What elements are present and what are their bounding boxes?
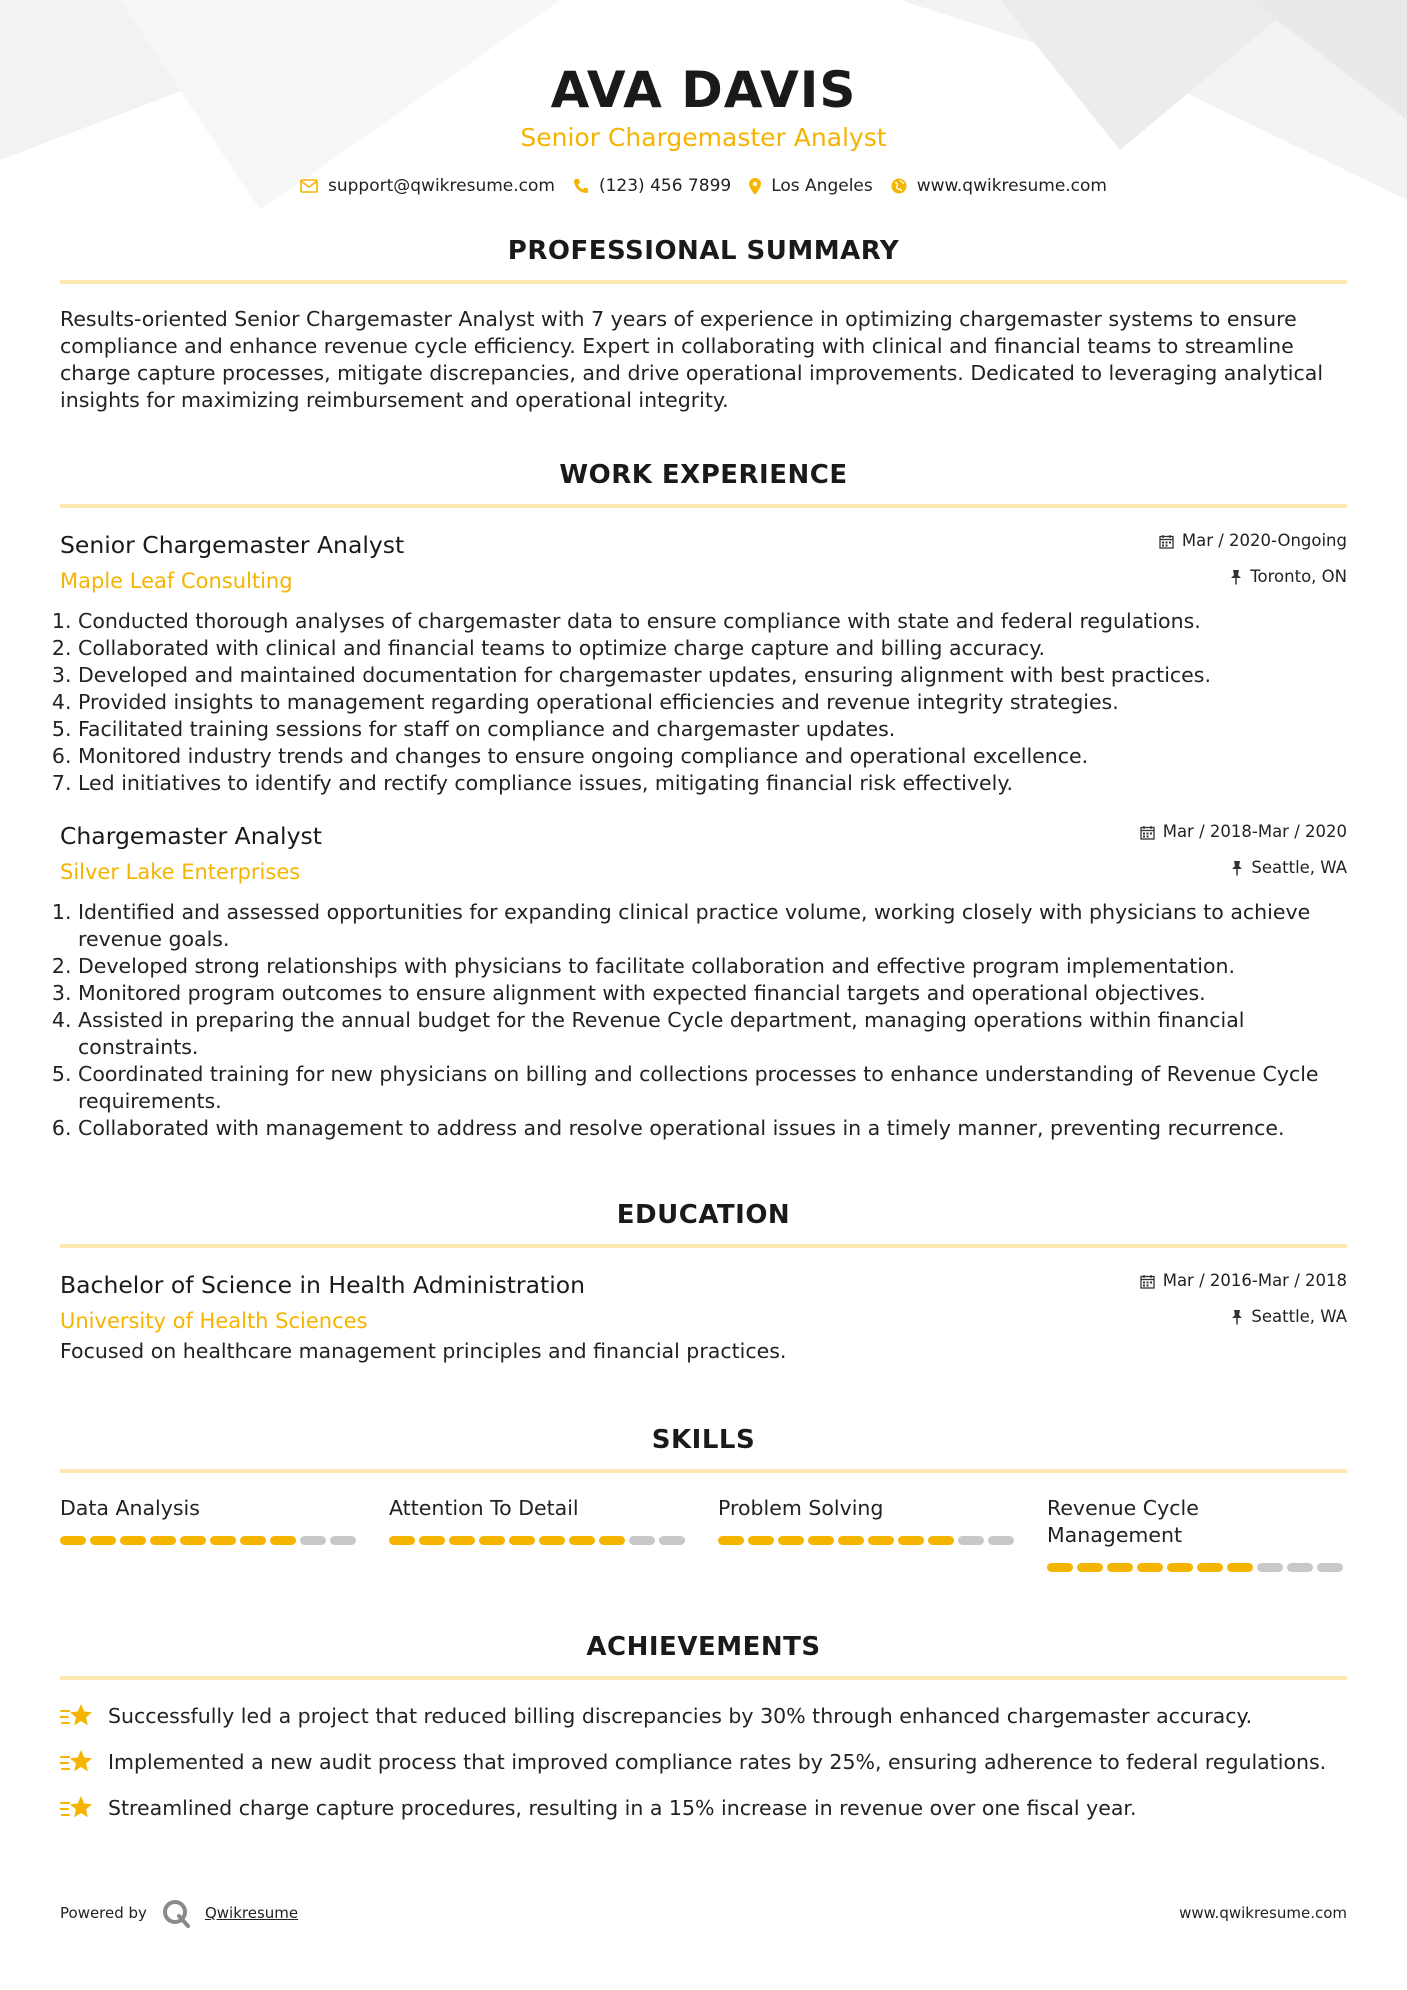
experience-section [60, 458, 1347, 1142]
education-dates-line [1140, 1270, 1347, 1292]
page-footer [60, 1898, 1347, 1928]
candidate-name: AVA DAVIS [550, 61, 857, 119]
list-item: 2. Developed strong relationships with physicians to facilitate collaboration and effective program implementation. [78, 953, 1347, 980]
achievements-heading: ACHIEVEMENTS [586, 1632, 821, 1662]
skill-level-bar [60, 1536, 360, 1545]
globe-icon [891, 178, 907, 194]
job-dates: Mar / 2020-Ongoing [1181, 531, 1347, 550]
skill-segment-empty [659, 1536, 685, 1545]
job-dates: Mar / 2018-Mar / 2020 [1162, 822, 1347, 841]
job-location: Seattle, WA [1251, 858, 1347, 877]
resume-header [60, 0, 1347, 196]
list-item: 3. Monitored program outcomes to ensure alignment with expected financial targets and operational objectives. [78, 980, 1347, 1007]
education-description: Focused on healthcare management principles and financial practices. [60, 1339, 787, 1363]
achievement-text: Successfully led a project that reduced billing discrepancies by 30% through enhanced chargemaster accuracy. [108, 1703, 1253, 1728]
skill-segment-filled [1077, 1563, 1103, 1572]
pushpin-icon [1231, 1309, 1243, 1325]
skill-segment-filled [1107, 1563, 1133, 1572]
skill-segment-filled [838, 1536, 864, 1545]
job-location-line [1140, 857, 1347, 879]
contact-email[interactable] [300, 176, 555, 196]
powered-by-label: Powered by [60, 1904, 147, 1922]
experience-heading: WORK EXPERIENCE [559, 460, 848, 490]
list-item: 5. Coordinated training for new physicians on billing and collections processes to enhance understanding of Revenue Cycle requirements. [78, 1061, 1347, 1115]
skill-segment-empty [330, 1536, 356, 1545]
skill-name: Data Analysis [60, 1496, 200, 1520]
achievements-section [60, 1630, 1347, 1822]
skill-item [1047, 1495, 1347, 1572]
skill-segment-filled [389, 1536, 415, 1545]
list-item: 5. Facilitated training sessions for staff on compliance and chargemaster updates. [78, 716, 1347, 743]
qwikresume-link[interactable]: Qwikresume [204, 1904, 299, 1922]
skill-level-bar [718, 1536, 1018, 1545]
section-divider [60, 504, 1347, 508]
list-item: 1. Identified and assessed opportunities for expanding clinical practice volume, working closely with physicians to achieve revenue goals. [78, 899, 1347, 953]
list-item: 3. Developed and maintained documentation for chargemaster updates, ensuring alignment with best practices. [78, 662, 1347, 689]
job-entry [60, 821, 1347, 1142]
skill-segment-filled [90, 1536, 116, 1545]
education-location-line [1140, 1306, 1347, 1328]
skill-name: Attention To Detail [389, 1496, 579, 1520]
skill-segment-filled [539, 1536, 565, 1545]
pushpin-icon [1231, 860, 1243, 876]
skill-segment-empty [988, 1536, 1014, 1545]
skill-segment-empty [958, 1536, 984, 1545]
skill-name: Problem Solving [718, 1496, 884, 1520]
achievement-item [60, 1702, 1347, 1730]
summary-heading: PROFESSIONAL SUMMARY [507, 236, 900, 266]
education-dates: Mar / 2016-Mar / 2018 [1162, 1271, 1347, 1290]
skill-level-bar [389, 1536, 689, 1545]
section-divider [60, 1469, 1347, 1473]
skill-segment-filled [1137, 1563, 1163, 1572]
skill-level-bar [1047, 1563, 1347, 1572]
job-title: Senior Chargemaster Analyst [60, 531, 405, 559]
skill-segment-filled [808, 1536, 834, 1545]
skills-grid [60, 1495, 1347, 1572]
phone-icon [573, 178, 589, 194]
skill-segment-filled [240, 1536, 266, 1545]
section-divider [60, 1676, 1347, 1680]
skill-segment-empty [1257, 1563, 1283, 1572]
skill-segment-filled [718, 1536, 744, 1545]
skill-segment-filled [120, 1536, 146, 1545]
star-icon [60, 1794, 94, 1822]
envelope-icon [300, 179, 318, 193]
skills-heading: SKILLS [651, 1425, 756, 1455]
skill-segment-filled [599, 1536, 625, 1545]
contact-row [60, 176, 1347, 196]
achievement-list [60, 1702, 1347, 1822]
contact-phone[interactable] [573, 176, 731, 196]
candidate-title: Senior Chargemaster Analyst [520, 123, 887, 152]
job-bullets [60, 899, 1347, 1142]
skill-segment-filled [569, 1536, 595, 1545]
achievement-item [60, 1748, 1347, 1776]
skill-segment-filled [419, 1536, 445, 1545]
footer-website[interactable]: www.qwikresume.com [1179, 1904, 1347, 1922]
list-item: 4. Provided insights to management regarding operational efficiencies and revenue integrity strategies. [78, 689, 1347, 716]
phone-text: (123) 456 7899 [598, 176, 732, 196]
website-text: www.qwikresume.com [916, 176, 1107, 196]
skill-segment-filled [1167, 1563, 1193, 1572]
skill-segment-empty [629, 1536, 655, 1545]
skill-item [389, 1495, 689, 1572]
achievement-text: Implemented a new audit process that improved compliance rates by 25%, ensuring adherence to federal regulations. [108, 1749, 1327, 1774]
skill-segment-empty [1317, 1563, 1343, 1572]
education-heading: EDUCATION [616, 1200, 791, 1230]
skill-segment-filled [60, 1536, 86, 1545]
skill-segment-filled [150, 1536, 176, 1545]
skill-item [718, 1495, 1018, 1572]
skill-segment-filled [210, 1536, 236, 1545]
skill-segment-filled [1197, 1563, 1223, 1572]
pushpin-icon [1230, 569, 1242, 585]
list-item: 4. Assisted in preparing the annual budget for the Revenue Cycle department, managing operations within financial constraints. [78, 1007, 1347, 1061]
job-list [60, 530, 1347, 1142]
education-entry [60, 1270, 1347, 1336]
section-divider [60, 280, 1347, 284]
job-header [60, 821, 1347, 887]
skill-segment-filled [1227, 1563, 1253, 1572]
location-text: Los Angeles [771, 176, 873, 196]
job-entry [60, 530, 1347, 797]
skill-segment-filled [180, 1536, 206, 1545]
job-dates-line [1159, 530, 1347, 552]
skill-segment-filled [778, 1536, 804, 1545]
section-divider [60, 1244, 1347, 1248]
star-icon [60, 1702, 94, 1730]
skills-section [60, 1423, 1347, 1572]
skill-segment-filled [479, 1536, 505, 1545]
education-location: Seattle, WA [1251, 1307, 1347, 1326]
education-meta [1140, 1270, 1347, 1328]
skill-name: Revenue Cycle Management [1047, 1496, 1199, 1547]
skill-segment-empty [1287, 1563, 1313, 1572]
list-item: 6. Collaborated with management to address and resolve operational issues in a timely manner, preventing recurrence. [78, 1115, 1347, 1142]
list-item: 7. Led initiatives to identify and rectify compliance issues, mitigating financial risk effectively. [78, 770, 1347, 797]
job-bullets [60, 608, 1347, 797]
education-section [60, 1198, 1347, 1365]
job-meta [1140, 821, 1347, 879]
list-item: 6. Monitored industry trends and changes to ensure ongoing compliance and operational excellence. [78, 743, 1347, 770]
qwikresume-logo-icon [161, 1898, 191, 1928]
summary-section [60, 234, 1347, 414]
summary-text: Results-oriented Senior Chargemaster Analyst with 7 years of experience in optimizing chargemaster systems to ensure compliance and enhance revenue cycle efficiency. Expert in collaborating with clinical and financial teams to streamline charge capture processes, mitigate discrepancies, and drive operational improvements. Dedicated to leveraging analytical insights for maximizing reimbursement and operational integrity. [60, 307, 1324, 412]
skill-segment-filled [928, 1536, 954, 1545]
star-icon [60, 1748, 94, 1776]
skill-segment-filled [270, 1536, 296, 1545]
school-name: University of Health Sciences [60, 1309, 368, 1333]
skill-segment-filled [898, 1536, 924, 1545]
job-location-line [1159, 566, 1347, 588]
contact-location [749, 176, 873, 196]
powered-by [60, 1898, 298, 1928]
calendar-icon [1140, 825, 1155, 840]
skill-segment-filled [1047, 1563, 1073, 1572]
list-item: 2. Collaborated with clinical and financial teams to optimize charge capture and billing accuracy. [78, 635, 1347, 662]
job-title: Chargemaster Analyst [60, 822, 322, 850]
achievement-text: Streamlined charge capture procedures, resulting in a 15% increase in revenue over one fiscal year. [108, 1795, 1137, 1820]
degree-title: Bachelor of Science in Health Administration [60, 1271, 586, 1299]
job-header [60, 530, 1347, 596]
skill-segment-filled [509, 1536, 535, 1545]
job-location: Toronto, ON [1250, 567, 1347, 586]
contact-website[interactable] [891, 176, 1107, 196]
skill-segment-empty [300, 1536, 326, 1545]
email-text: support@qwikresume.com [328, 176, 555, 196]
calendar-icon [1159, 534, 1174, 549]
skill-segment-filled [449, 1536, 475, 1545]
job-company: Maple Leaf Consulting [60, 569, 293, 593]
list-item: 1. Conducted thorough analyses of chargemaster data to ensure compliance with state and federal regulations. [78, 608, 1347, 635]
job-dates-line [1140, 821, 1347, 843]
job-meta [1159, 530, 1347, 588]
skill-segment-filled [748, 1536, 774, 1545]
map-pin-icon [749, 178, 761, 195]
achievement-item [60, 1794, 1347, 1822]
calendar-icon [1140, 1274, 1155, 1289]
job-company: Silver Lake Enterprises [60, 860, 301, 884]
skill-item [60, 1495, 360, 1572]
skill-segment-filled [868, 1536, 894, 1545]
